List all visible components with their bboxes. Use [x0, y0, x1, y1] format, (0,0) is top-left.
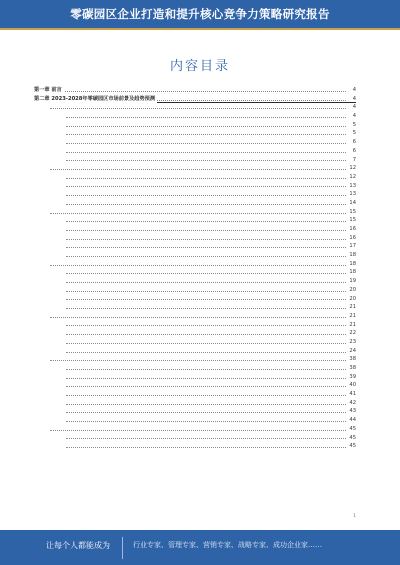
dot-leader [50, 430, 346, 431]
toc-entry[interactable] [34, 103, 356, 112]
toc-entry[interactable] [34, 182, 356, 191]
dot-leader [34, 91, 346, 92]
toc-entry-page: 19 [349, 278, 356, 285]
dot-leader [66, 239, 346, 240]
toc-entry-page: 13 [349, 191, 356, 198]
toc-entry[interactable] [34, 364, 356, 373]
dot-leader [66, 282, 346, 283]
toc-entry-page: 4 [352, 87, 356, 93]
toc-entry[interactable] [34, 242, 356, 251]
footer-slogan: 让每个人都能成为 [46, 541, 110, 550]
toc-entry[interactable] [34, 347, 356, 356]
toc-entry[interactable] [34, 277, 356, 286]
toc-entry-page: 45 [349, 434, 356, 441]
page-number: 1 [353, 514, 356, 519]
toc-entry-page: 44 [349, 417, 356, 424]
toc-entry-page: 7 [352, 156, 356, 163]
dot-leader [66, 334, 346, 335]
toc-entry-page: 6 [352, 139, 356, 146]
toc-entry[interactable] [34, 399, 356, 408]
dot-leader [66, 256, 346, 257]
toc-entry[interactable] [34, 164, 356, 173]
toc-entry-page: 45 [349, 425, 356, 432]
dot-leader [66, 230, 346, 231]
dot-leader [50, 360, 346, 361]
dot-leader [66, 204, 346, 205]
dot-leader [66, 291, 346, 292]
dot-leader [66, 325, 346, 326]
dot-leader [66, 160, 346, 161]
dot-leader [66, 343, 346, 344]
toc-entry[interactable] [34, 156, 356, 165]
dot-leader [66, 412, 346, 413]
dot-leader [66, 273, 346, 274]
toc-entry[interactable] [34, 234, 356, 243]
toc-entry-page: 21 [349, 304, 356, 311]
toc-entry-page: 22 [349, 330, 356, 337]
dot-leader [66, 308, 346, 309]
toc-entry[interactable] [34, 268, 356, 277]
dot-leader [66, 369, 346, 370]
toc-entry[interactable] [34, 129, 356, 138]
toc-entry[interactable] [34, 295, 356, 304]
toc-entry[interactable] [34, 286, 356, 295]
toc-entry[interactable] [34, 338, 356, 347]
toc-entry-page: 18 [349, 269, 356, 276]
toc-entry-page: 12 [349, 165, 356, 172]
toc-entry-page: 5 [352, 130, 356, 137]
header-divider [0, 28, 400, 30]
toc-entry[interactable] [34, 147, 356, 156]
dot-leader [66, 378, 346, 379]
toc-entry-title: 第一章 前言 [34, 87, 62, 93]
dot-leader [66, 395, 346, 396]
toc-entry[interactable] [34, 260, 356, 269]
dot-leader [66, 404, 346, 405]
toc-entry[interactable] [34, 434, 356, 443]
toc-heading: 内容目录 [169, 59, 230, 74]
toc-entry-page: 4 [352, 113, 356, 120]
toc-entry-page: 18 [349, 260, 356, 267]
toc-entry-page: 38 [349, 365, 356, 371]
toc-entry-page: 40 [349, 382, 356, 389]
toc-entry[interactable] [34, 442, 356, 451]
dot-leader [66, 247, 346, 248]
footer-divider [122, 537, 123, 559]
toc-entry[interactable] [34, 251, 356, 260]
footer-tagline: 行业专家、管理专家、营销专家、战略专家、成功企业家…… [133, 541, 322, 549]
table-of-contents [34, 86, 356, 451]
dot-leader [50, 108, 346, 109]
toc-entry[interactable] [34, 312, 356, 321]
dot-leader [66, 221, 346, 222]
dot-leader [50, 317, 346, 318]
toc-entry[interactable] [34, 216, 356, 225]
toc-entry[interactable] [34, 373, 356, 382]
toc-entry-page: 24 [349, 347, 356, 354]
toc-entry-page: 13 [349, 182, 356, 189]
toc-entry[interactable] [34, 390, 356, 399]
dot-leader [66, 386, 346, 387]
toc-entry-page: 5 [352, 121, 356, 128]
dot-leader [66, 447, 346, 448]
toc-entry-page: 4 [352, 104, 356, 111]
toc-entry-page: 16 [349, 234, 356, 241]
toc-entry-page: 15 [349, 217, 356, 224]
toc-entry-page: 45 [349, 443, 356, 450]
toc-entry[interactable] [34, 303, 356, 312]
dot-leader [66, 143, 346, 144]
toc-entry-page: 21 [349, 321, 356, 328]
dot-leader [66, 438, 346, 439]
dot-leader [50, 213, 346, 214]
toc-entry[interactable] [34, 199, 356, 208]
dot-leader [66, 421, 346, 422]
toc-entry-page: 4 [352, 95, 356, 102]
dot-leader [50, 169, 346, 170]
toc-entry[interactable] [34, 321, 356, 330]
dot-leader [66, 195, 346, 196]
toc-entry[interactable] [34, 329, 356, 338]
toc-entry-page: 42 [349, 399, 356, 406]
toc-entry[interactable] [34, 208, 356, 217]
dot-leader [66, 134, 346, 135]
toc-entry-page: 43 [349, 408, 356, 415]
toc-entry-page: 23 [349, 338, 356, 345]
toc-entry[interactable] [34, 121, 356, 130]
toc-entry-page: 18 [349, 252, 356, 259]
toc-entry[interactable] [34, 95, 356, 104]
header-band [0, 0, 400, 28]
toc-entry-page: 14 [349, 199, 356, 206]
report-title: 零碳园区企业打造和提升核心竞争力策略研究报告 [70, 7, 330, 21]
toc-entry-title: 第二章 2023-2028年零碳园区市场前景及趋势预测 [34, 95, 156, 102]
toc-entry[interactable] [34, 112, 356, 121]
toc-entry-page: 6 [352, 147, 356, 154]
toc-entry-page: 41 [349, 391, 356, 398]
toc-entry-page: 39 [349, 373, 356, 380]
toc-entry[interactable] [34, 407, 356, 416]
toc-entry-page: 15 [349, 208, 356, 215]
toc-entry[interactable] [34, 355, 356, 364]
toc-entry-page: 12 [349, 173, 356, 180]
dot-leader [66, 117, 346, 118]
toc-entry[interactable] [34, 86, 356, 95]
dot-leader [66, 178, 346, 179]
toc-entry-page: 21 [349, 312, 356, 319]
toc-entry-page: 20 [349, 295, 356, 302]
toc-entry[interactable] [34, 225, 356, 234]
dot-leader [66, 299, 346, 300]
toc-entry[interactable] [34, 425, 356, 434]
toc-entry[interactable] [34, 138, 356, 147]
toc-entry[interactable] [34, 190, 356, 199]
toc-entry[interactable] [34, 416, 356, 425]
dot-leader [50, 265, 346, 266]
toc-entry-page: 38 [349, 356, 356, 363]
dot-leader [66, 352, 346, 353]
toc-entry-page: 17 [349, 243, 356, 250]
toc-entry[interactable] [34, 381, 356, 390]
toc-entry[interactable] [34, 173, 356, 182]
toc-entry-page: 20 [349, 286, 356, 293]
dot-leader [66, 186, 346, 187]
toc-entry-page: 16 [349, 226, 356, 232]
dot-leader [66, 152, 346, 153]
dot-leader [66, 126, 346, 127]
